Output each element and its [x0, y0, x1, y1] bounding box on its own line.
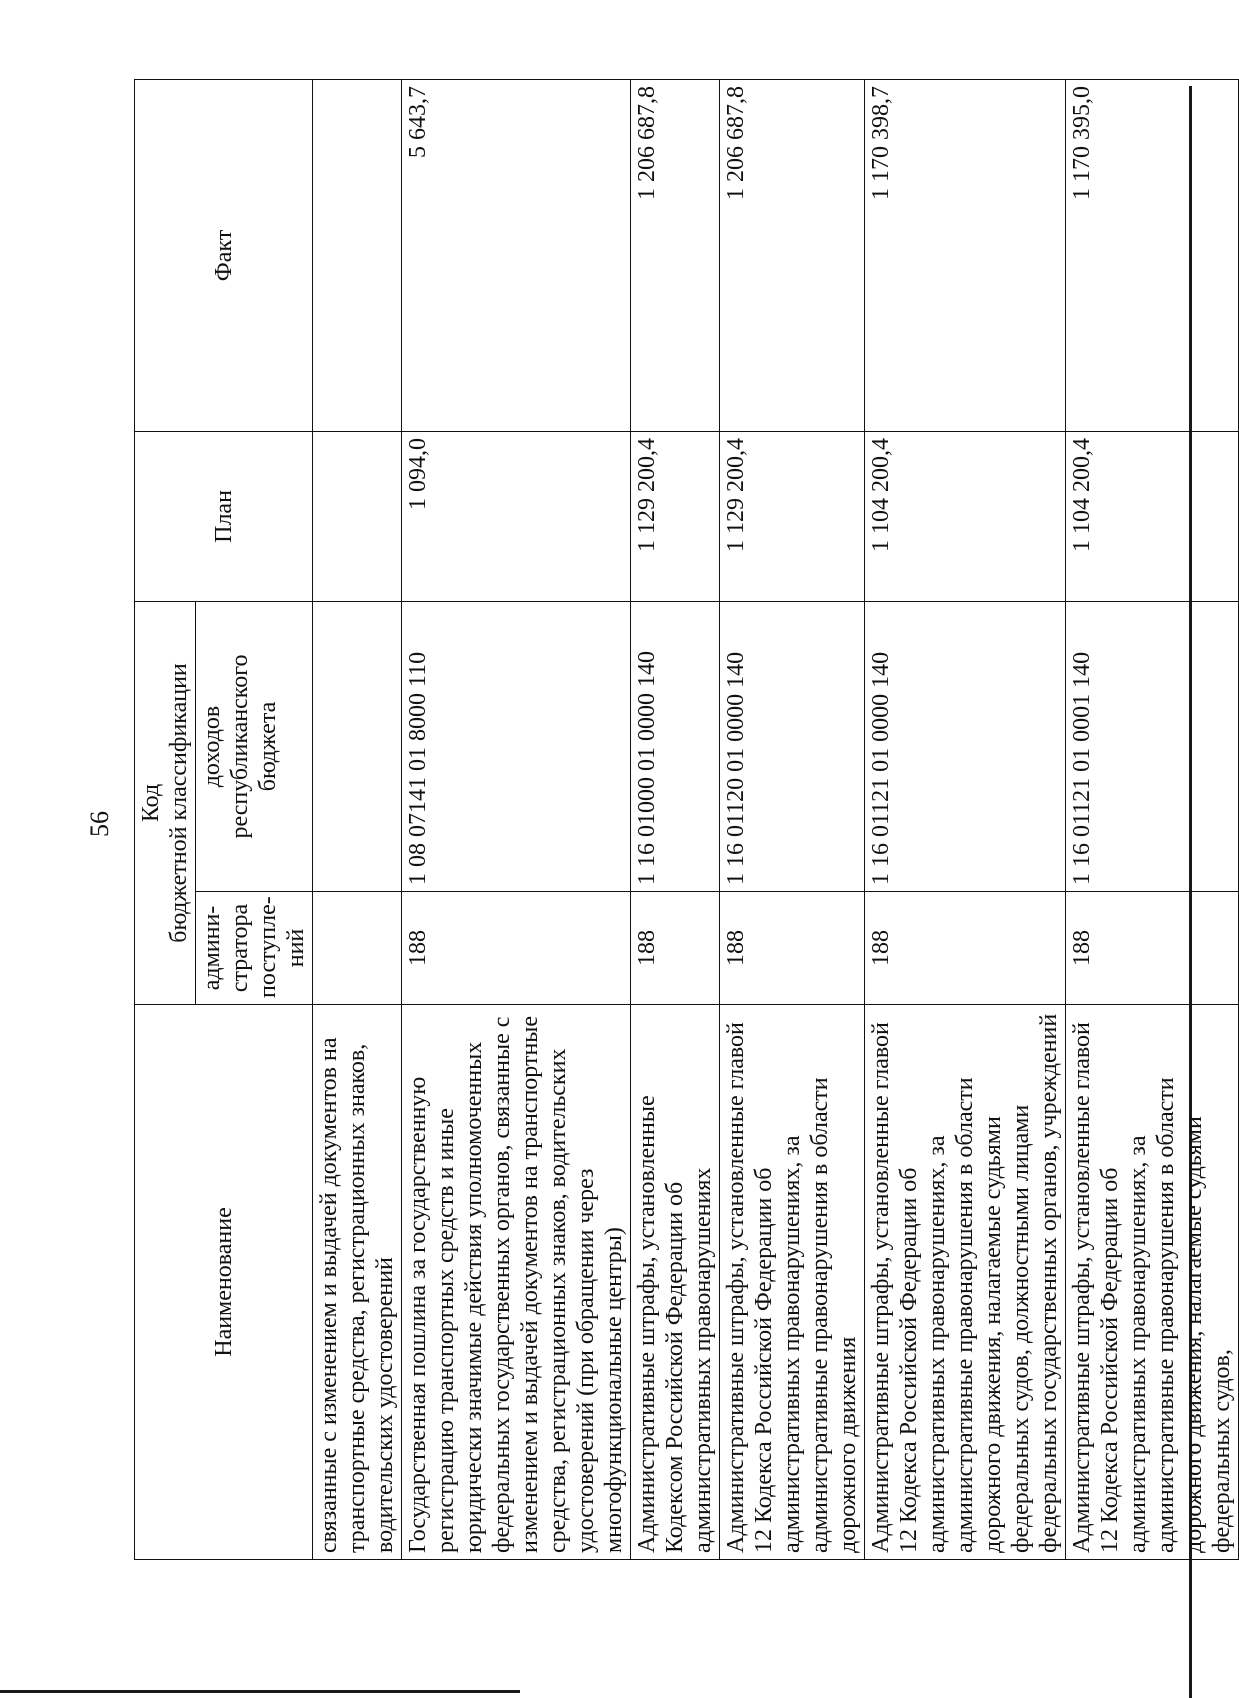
table-row [313, 79, 402, 1559]
row-fact [313, 79, 402, 431]
row-fact: 1 170 398,7 [865, 79, 1066, 431]
row-name: Административные штрафы, установленные главой 12 Кодекса Российской Федерации об административных правонарушениях, за административные правонарушения в области дорожного движения [720, 1005, 865, 1560]
row-code: 1 16 01000 01 0000 140 [631, 601, 720, 891]
row-plan: 1 104 200,4 [865, 431, 1066, 601]
rotated-table-wrapper [134, 80, 1235, 1560]
table-row [865, 79, 1066, 1559]
row-admin [313, 892, 402, 1005]
row-plan: 1 129 200,4 [631, 431, 720, 601]
header-code-group: Код бюджетной классификации [135, 601, 196, 1004]
row-fact: 1 206 687,8 [720, 79, 865, 431]
row-admin: 188 [865, 892, 1066, 1005]
table-row [631, 79, 720, 1559]
row-plan: 1 129 200,4 [720, 431, 865, 601]
row-plan: 1 094,0 [402, 431, 631, 601]
row-code: 1 08 07141 01 8000 110 [402, 601, 631, 891]
table-row [720, 79, 865, 1559]
budget-table [134, 79, 1239, 1560]
row-name: связанные с изменением и выдачей документов на транспортные средства, регистрационных знаков, водительских удостоверений [313, 1005, 402, 1560]
row-name: Административные штрафы, установленные Кодексом Российской Федерации об административных правонарушениях [631, 1005, 720, 1560]
header-plan: План [135, 431, 313, 601]
row-plan: 1 104 200,4 [1066, 431, 1239, 601]
row-admin: 188 [1066, 892, 1239, 1005]
row-fact: 1 170 395,0 [1066, 79, 1239, 431]
header-name: Наименование [135, 1005, 313, 1560]
row-name: Административные штрафы, установленные главой 12 Кодекса Российской Федерации об административных правонарушениях, за административные правонарушения в области дорожного движения, налагаемые судьями федеральных судов, должностными лицами федеральных государственных органов, учреждений [865, 1005, 1066, 1560]
header-income: доходов республиканского бюджета [196, 601, 313, 891]
row-fact: 5 643,7 [402, 79, 631, 431]
row-admin: 188 [631, 892, 720, 1005]
table-row [1066, 79, 1239, 1559]
table-row [402, 79, 631, 1559]
row-code: 1 16 01121 01 0000 140 [865, 601, 1066, 891]
row-plan [313, 431, 402, 601]
row-admin: 188 [720, 892, 865, 1005]
row-code: 1 16 01121 01 0001 140 [1066, 601, 1239, 891]
scan-edge-bottom [0, 1690, 520, 1693]
row-name: Государственная пошлина за государственную регистрацию транспортных средств и иные юридически значимые действия уполномоченных федеральных государственных органов, связанные с изменением и выдачей документов на транспортные средства, регистрационных знаков, водительских удостоверений (при обращении через многофункциональные центры) [402, 1005, 631, 1560]
header-fact: Факт [135, 79, 313, 431]
row-code [313, 601, 402, 891]
row-fact: 1 206 687,8 [631, 79, 720, 431]
row-code: 1 16 01120 01 0000 140 [720, 601, 865, 891]
row-admin: 188 [402, 892, 631, 1005]
header-admin: админи- стратора поступле- ний [196, 892, 313, 1005]
row-name: Административные штрафы, установленные главой 12 Кодекса Российской Федерации об административных правонарушениях, за административные правонарушения в области дорожного движения, налагаемые судьями федеральных судов, [1066, 1005, 1239, 1560]
page-number: 56 [85, 811, 114, 837]
